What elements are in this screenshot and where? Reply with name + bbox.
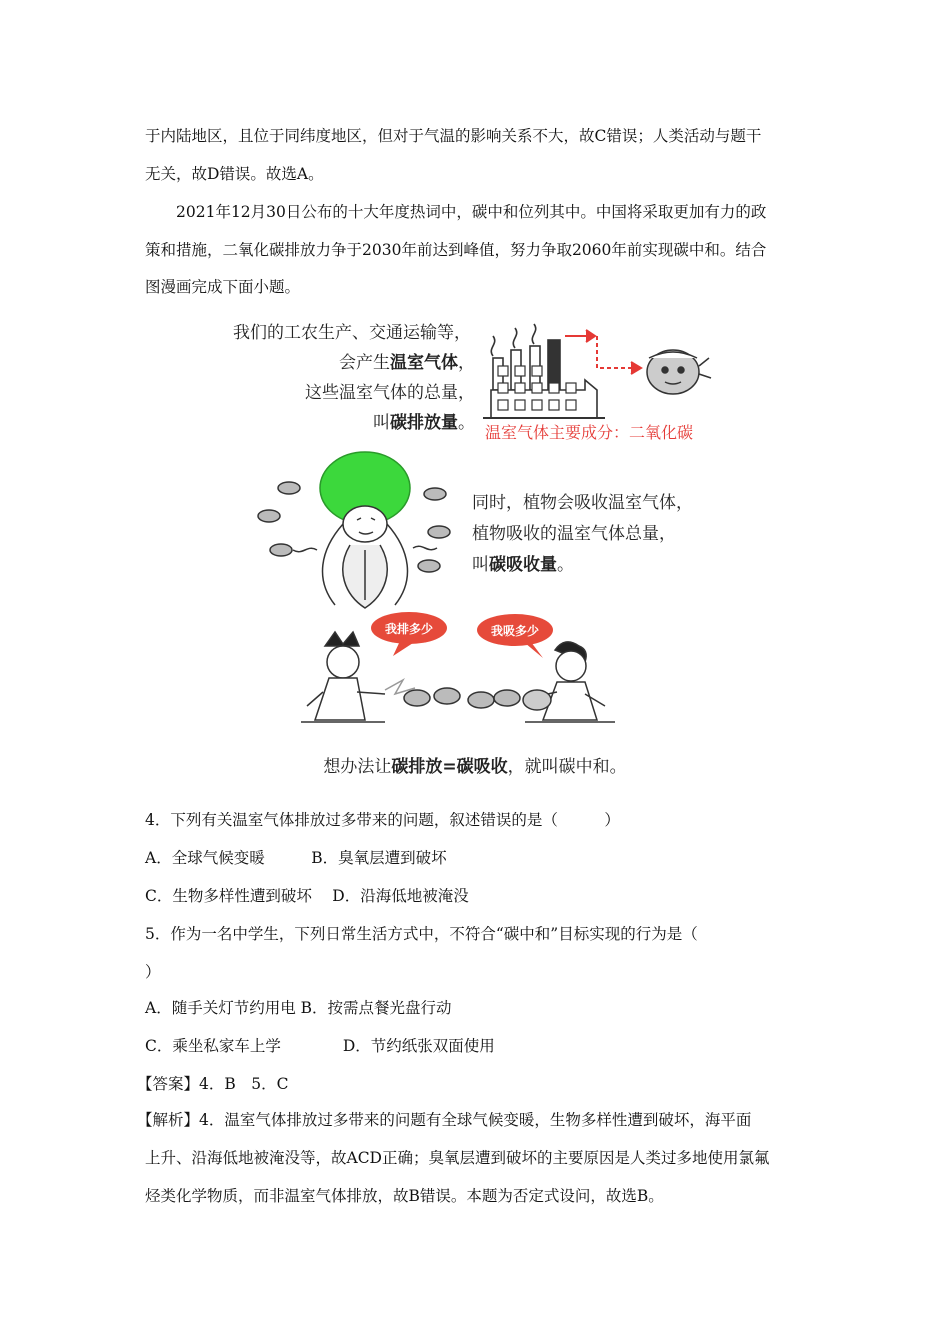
- svg-text:我排多少: 我排多少: [384, 622, 434, 636]
- question-5-options-ab: A．随手关灯节约用电 B．按需点餐光盘行动: [145, 999, 452, 1017]
- svg-text:同时，植物会吸收温室气体，: 同时，植物会吸收温室气体，: [472, 493, 693, 513]
- question-4: 4．下列有关温室气体排放过多带来的问题，叙述错误的是（ ）: [145, 811, 620, 829]
- question-5-options-cd: C．乘坐私家车上学 D．节约纸张双面使用: [145, 1037, 495, 1055]
- tree-spirit-illustration: [258, 452, 450, 608]
- svg-text:叫碳排放量。: 叫碳排放量。: [373, 413, 475, 433]
- speech-bubble-left: [371, 612, 447, 656]
- svg-text:叫碳吸收量。: 叫碳吸收量。: [472, 555, 574, 575]
- comic-caption: 温室气体主要成分：二氧化碳: [485, 423, 694, 442]
- comic-panel1-text: [233, 323, 475, 433]
- speech-bubble-right: [477, 614, 553, 658]
- emission-arrows: [565, 330, 641, 374]
- analysis-line: 【解析】4．温室气体排放过多带来的问题有全球气候变暖，生物多样性遭到破坏，海平面: [137, 1111, 752, 1129]
- question-5: 5．作为一名中学生，下列日常生活方式中，不符合“碳中和”目标实现的行为是（: [145, 925, 698, 943]
- comic-bottom-text: 想办法让碳排放=碳吸收，就叫碳中和。: [323, 757, 627, 777]
- paragraph-line: 策和措施，二氧化碳排放力争于2030年前达到峰值，努力争取2060年前实现碳中和。结合: [145, 241, 767, 259]
- co2-character: [647, 350, 711, 394]
- paragraph-line: 图漫画完成下面小题。: [145, 278, 301, 296]
- question-5-cont: ）: [145, 963, 161, 981]
- paragraph-line: 于内陆地区，且位于同纬度地区，但对于气温的影响关系不大，故C错误；人类活动与题干: [145, 127, 762, 145]
- carbon-neutral-comic: [225, 310, 725, 790]
- paragraph-line: 2021年12月30日公布的十大年度热词中，碳中和位列其中。中国将采取更加有力的政: [176, 203, 767, 221]
- svg-text:这些温室气体的总量，: 这些温室气体的总量，: [305, 383, 475, 403]
- paragraph-line: 无关，故D错误。故选A。: [145, 165, 324, 183]
- comic-text: 我们的工农生产、交通运输等，: [233, 323, 471, 343]
- analysis-line: 上升、沿海低地被淹没等，故ACD正确；臭氧层遭到破坏的主要原因是人类过多地使用氯氟: [145, 1149, 770, 1167]
- characters-illustration: [301, 632, 615, 722]
- question-4-options-cd: C．生物多样性遭到破坏 D．沿海低地被淹没: [145, 887, 469, 905]
- svg-text:我吸多少: 我吸多少: [490, 624, 540, 638]
- svg-text:会产生温室气体，: 会产生温室气体，: [339, 353, 475, 373]
- question-4-options-ab: A．全球气候变暖 B．臭氧层遭到破坏: [145, 849, 447, 867]
- svg-text:植物吸收的温室气体总量，: 植物吸收的温室气体总量，: [472, 524, 676, 544]
- comic-panel2-text: [472, 493, 693, 575]
- answer-line: 【答案】4．B 5．C: [137, 1075, 289, 1093]
- analysis-line: 烃类化学物质，而非温室气体排放，故B错误。本题为否定式设问，故选B。: [145, 1187, 664, 1205]
